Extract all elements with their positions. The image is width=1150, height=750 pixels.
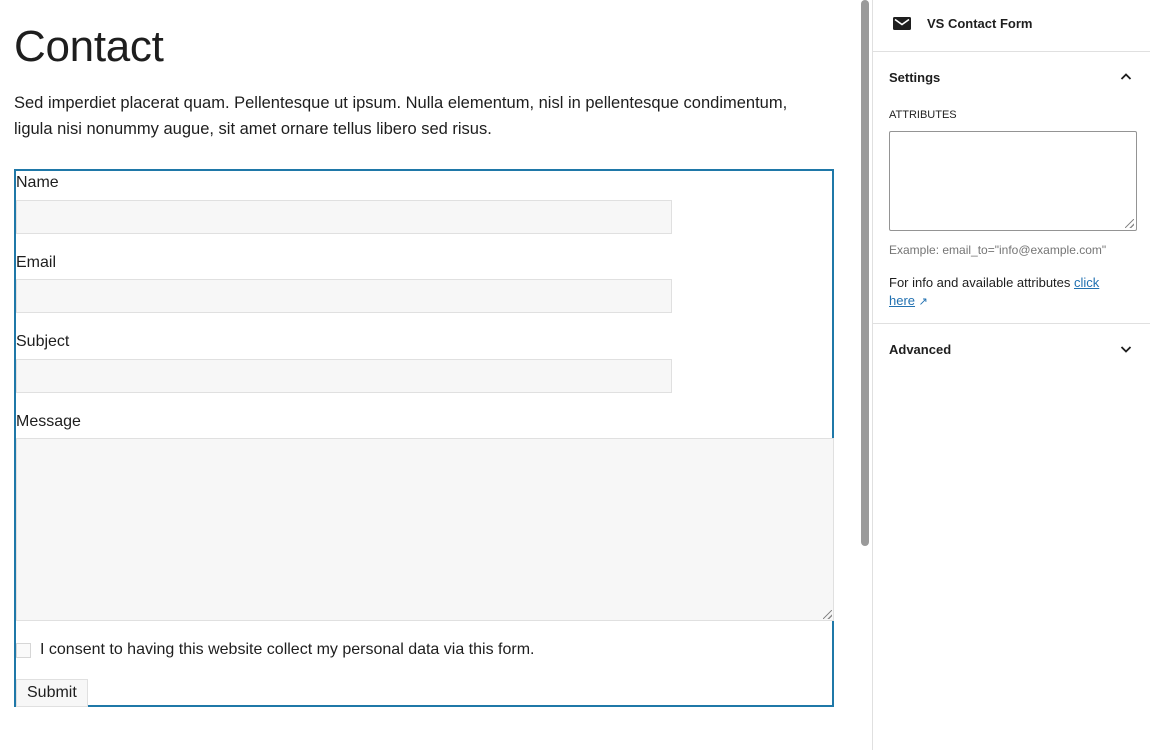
info-text: For info and available attributes xyxy=(889,275,1074,290)
message-label: Message xyxy=(16,413,81,430)
message-textarea[interactable] xyxy=(16,438,834,621)
attributes-info-help xyxy=(889,274,1119,311)
block-settings-sidebar xyxy=(872,0,1150,750)
name-label: Name xyxy=(16,174,59,191)
attributes-label: ATTRIBUTES xyxy=(889,109,957,121)
page-title[interactable]: Contact xyxy=(14,22,164,71)
contact-form-block[interactable] xyxy=(14,169,834,707)
resize-handle-icon[interactable] xyxy=(823,610,832,619)
click-here-link[interactable]: click here xyxy=(889,275,1100,308)
attributes-example-help: Example: email_to="info@example.com" xyxy=(889,243,1107,257)
intro-paragraph[interactable]: Sed imperdiet placerat quam. Pellentesque ut ipsum. Nulla elementum, nisl in pellentesque condimentum, ligula nisi nonummy augue, sit amet ornare tellus libero sed risus. xyxy=(14,94,788,138)
settings-panel-title: Settings xyxy=(889,69,941,85)
envelope-icon xyxy=(893,17,911,30)
consent-row xyxy=(16,639,534,661)
canvas-scrollbar[interactable] xyxy=(858,0,872,750)
submit-button[interactable]: Submit xyxy=(16,679,88,707)
attributes-textarea[interactable] xyxy=(889,131,1137,231)
chevron-down-icon xyxy=(1118,341,1134,357)
block-card xyxy=(873,0,1150,52)
advanced-panel-title: Advanced xyxy=(889,341,952,357)
scrollbar-thumb[interactable] xyxy=(861,0,869,546)
consent-checkbox[interactable] xyxy=(16,643,31,658)
subject-label: Subject xyxy=(16,333,70,350)
subject-input[interactable] xyxy=(16,359,672,393)
email-input[interactable] xyxy=(16,279,672,313)
block-title: VS Contact Form xyxy=(927,16,1033,31)
resize-handle-icon[interactable] xyxy=(1125,219,1134,228)
email-label: Email xyxy=(16,254,57,271)
external-link-icon: ↗ xyxy=(918,296,928,308)
consent-label: I consent to having this website collect my personal data via this form. xyxy=(40,641,535,658)
advanced-panel-toggle[interactable] xyxy=(873,324,1150,374)
settings-panel xyxy=(873,52,1150,324)
settings-panel-body xyxy=(873,108,1150,311)
name-input[interactable] xyxy=(16,200,672,234)
settings-panel-toggle[interactable] xyxy=(873,52,1150,102)
chevron-up-icon xyxy=(1118,69,1134,85)
